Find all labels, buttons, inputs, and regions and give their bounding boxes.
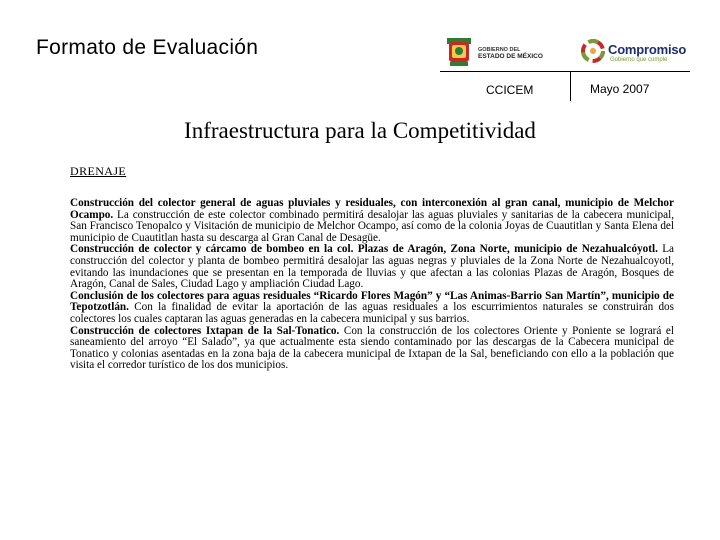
compromiso-name: Compromiso [608,42,687,57]
main-heading: Infraestructura para la Competitividad [184,118,536,143]
paragraph-1 [70,198,674,244]
gobierno-logo-text [478,47,543,60]
compromiso-logo-icon [580,38,606,64]
paragraph-title: Conclusión de los colectores para aguas residuales “Ricardo Flores Magón” y “Las Animas-Barrio San Martín”, municipio de Tepotzotlán. [70,289,674,314]
paragraph-3 [70,291,674,326]
section-label: DRENAJE [70,164,127,178]
header-divider-vertical [570,71,571,101]
date-label: Mayo 2007 [590,82,650,96]
paragraph-body: La construcción del colector y planta de bombeo permitirá desalojar las aguas negras y pluviales de la Zona Norte de Nezahualcoyotl, evitando las inundaciones que se presentan en la temporada de lluvias y que afectan a las colonias Plazas de Aragón, Bosques de Aragón, Canal de Sales, Ciudad Lago y ampliación Ciudad Lago. [70,243,674,291]
gobierno-line1: GOBIERNO DEL [478,47,521,53]
header-divider-horizontal [440,71,690,72]
estado-de-mexico-seal-icon [444,36,474,68]
slide-title: Formato de Evaluación [36,36,259,59]
paragraph-body: La construcción de este colector combinado permitirá desalojar las aguas pluviales y sanitarias de la cabecera municipal, San Francisco Tenopalco y Visitación de municipio de Melchor Ocampo, así como de la colonia Joyas de Cuautitlan y Santa Elena del municipio de Cuautitlan hasta su descarga al Gran Canal de Desagüe. [70,208,674,244]
paragraph-body: Con la construcción de los colectores Oriente y Poniente se logrará el saneamiento del arroyo “El Salado”, ya que actualmente esta siendo contaminado por las descargas de la Cabecera municipal de Tonatico y colonias asentadas en la zona baja de la cabecera municipal de Ixtapan de la Sal, beneficiando con ello a la población que visita el corredor turístico de los dos municipios. [70,324,674,372]
compromiso-logo [580,38,690,68]
org-code: CCICEM [486,83,534,97]
compromiso-tagline: Gobierno que cumple [610,57,668,63]
paragraph-title: Construcción de colector y cárcamo de bombeo en la col. Plazas de Aragón, Zona Norte, municipio de Nezahualcóyotl. [70,243,658,256]
gobierno-line2: ESTADO DE MÉXICO [478,52,543,60]
body-text [70,198,674,372]
paragraph-4 [70,326,674,372]
paragraph-title: Construcción del colector general de aguas pluviales y residuales, con interconexión al gran canal, municipio de Melchor Ocampo. [70,197,674,221]
gobierno-logo [444,36,564,68]
paragraph-title: Construcción de colectores Ixtapan de la Sal-Tonatico. [70,324,340,337]
paragraph-body: Con la finalidad de evitar la aportación de las aguas residuales a los escurrimientos naturales se construirán dos colectores los cuales captaran las aguas generadas en la cabecera municipal y sus barrios. [70,301,674,325]
paragraph-2 [70,244,674,290]
